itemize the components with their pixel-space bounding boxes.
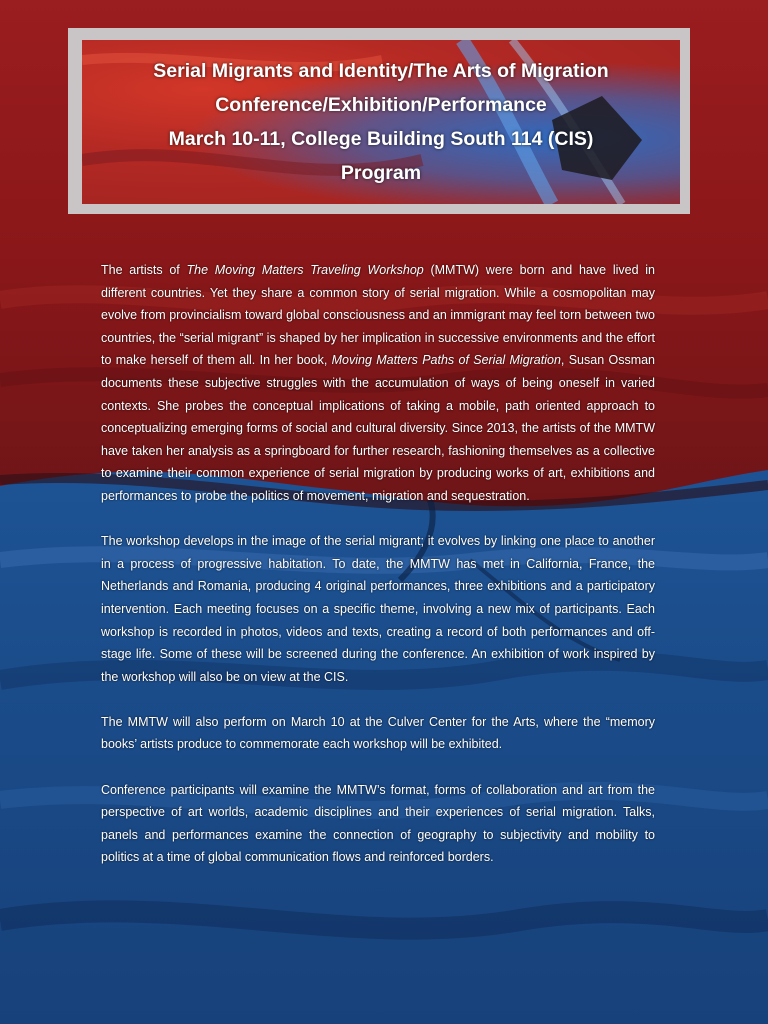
workshop-name: The Moving Matters Traveling Workshop bbox=[186, 263, 424, 277]
paragraph-1 bbox=[101, 259, 655, 508]
title-line-3: March 10-11, College Building South 114 (CIS) bbox=[168, 128, 594, 150]
title-line-4: Program bbox=[340, 162, 422, 184]
title-frame bbox=[68, 28, 690, 214]
paragraph-4: Conference participants will examine the MMTW’s format, forms of collaboration and art from the perspective of art worlds, academic disciplines and their experiences of serial migration. Talks, panels and performances examine the connection of geography to subjectivity and mobility to politics at a time of global communication flows and reinforced borders. bbox=[101, 782, 655, 865]
p1-part-a: The artists of bbox=[101, 263, 187, 277]
title-line-1: Serial Migrants and Identity/The Arts of Migration bbox=[153, 60, 609, 82]
p1-part-c: (MMTW) were born and have lived in different countries. Yet they share a common story of serial migration. While a cosmopolitan may evolve from provincialism toward global consciousness and an immigrant may feel torn between two countries, the “serial migrant” is shaped by her implication in successive environments and the effort to make herself of them all. In her book, bbox=[101, 263, 655, 368]
title-painting-panel bbox=[82, 40, 680, 204]
paragraph-3: The MMTW will also perform on March 10 at the Culver Center for the Arts, where the “memory books’ artists produce to commemorate each workshop will be exhibited. bbox=[101, 714, 655, 752]
program-description bbox=[101, 259, 655, 892]
program-title bbox=[82, 54, 680, 190]
paragraph-2: The workshop develops in the image of the serial migrant; it evolves by linking one place to another in a process of progressive habitation. To date, the MMTW has met in California, France, the Netherlands and Romania, producing 4 original performances, three exhibitions and a participatory intervention. Each meeting focuses on a specific theme, involving a new mix of participants. Each workshop is recorded in photos, videos and texts, creating a record of both performances and off-stage life. Some of these will be screened during the conference. An exhibition of work inspired by the workshop will also be on view at the CIS. bbox=[101, 534, 655, 684]
title-line-2: Conference/Exhibition/Performance bbox=[215, 94, 547, 116]
book-title: Moving Matters Paths of Serial Migration bbox=[331, 353, 561, 368]
p1-part-e: , Susan Ossman documents these subjective struggles with the accumulation of ways of being oneself in varied contexts. She probes the conceptual implications of taking a mobile, path oriented approach to conceptualizing emerging forms of social and cultural diversity. Since 2013, the artists of the MMTW have taken her analysis as a springboard for further research, fashioning themselves as a collective to examine their common experience of serial migration by producing works of art, exhibitions and performances to probe the politics of movement, migration and sequestration. bbox=[101, 353, 656, 503]
